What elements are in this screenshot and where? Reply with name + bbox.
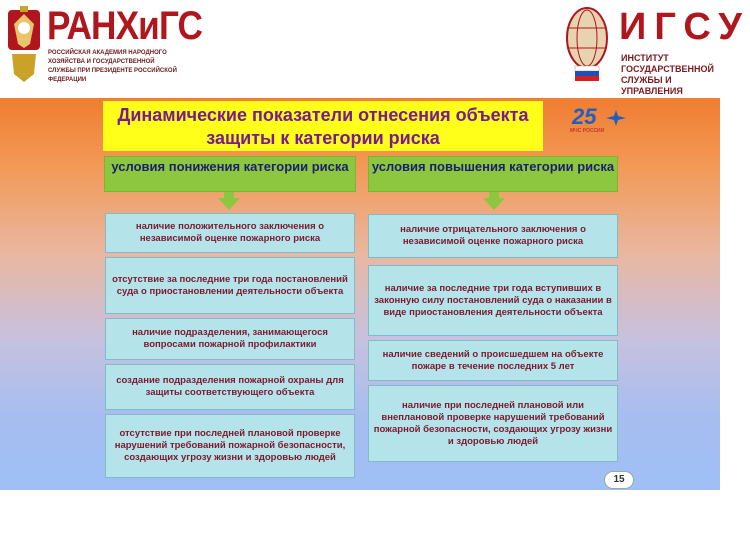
left-item-5: отсутствие при последней плановой проверке нарушений требований пожарной безопасности, создающих угрозу жизни и здоровью людей <box>105 414 355 478</box>
page-number: 15 <box>604 471 634 489</box>
ranepa-subtitle: РОССИЙСКАЯ АКАДЕМИЯ НАРОДНОГО ХОЗЯЙСТВА И ГОСУДАРСТВЕННОЙ СЛУЖБЫ ПРИ ПРЕЗИДЕНТЕ РОССИЙСКОЙ ФЕДЕРАЦИИ <box>48 50 177 83</box>
right-item-2: наличие за последние три года вступивших в законную силу постановлений суда о наказании в виде приостановления деятельности объекта <box>368 265 618 336</box>
left-column-heading: условия понижения категории риска <box>104 156 356 192</box>
badge-text: МЧС РОССИИ <box>570 128 605 134</box>
igsu-globe-icon <box>565 4 609 84</box>
igsu-title: ИГСУ <box>619 6 750 48</box>
left-item-4: создание подразделения пожарной охраны для защиты соответствующего объекта <box>105 364 355 410</box>
right-column-heading: условия повышения категории риска <box>368 156 618 192</box>
left-item-2: отсутствие за последние три года постановлений суда о приостановлении деятельности объекта <box>105 257 355 314</box>
ranepa-title: РАНХиГС <box>47 4 203 48</box>
badge-number: 25 <box>572 104 597 129</box>
slide-header <box>0 0 750 98</box>
slide-title: Динамические показатели отнесения объекта защиты к категории риска <box>117 105 529 148</box>
ranepa-emblem-icon <box>4 4 44 86</box>
left-down-arrow-icon <box>218 198 240 210</box>
right-item-3: наличие сведений о происшедшем на объекте пожаре в течение последних 5 лет <box>368 340 618 381</box>
right-down-arrow-icon <box>483 198 505 210</box>
right-item-4: наличие при последней плановой или внеплановой проверке нарушений требований пожарной безопасности, создающих угрозу жизни и здоровью людей <box>368 385 618 462</box>
right-item-1: наличие отрицательного заключения о независимой оценке пожарного риска <box>368 214 618 258</box>
igsu-subtitle: ИНСТИТУТ ГОСУДАРСТВЕННОЙ СЛУЖБЫ И УПРАВЛЕНИЯ <box>621 53 714 96</box>
anniversary-badge <box>570 104 630 138</box>
left-item-1: наличие положительного заключения о независимой оценке пожарного риска <box>105 213 355 253</box>
emblem-icon <box>606 110 626 126</box>
left-item-3: наличие подразделения, занимающегося вопросами пожарной профилактики <box>105 318 355 360</box>
